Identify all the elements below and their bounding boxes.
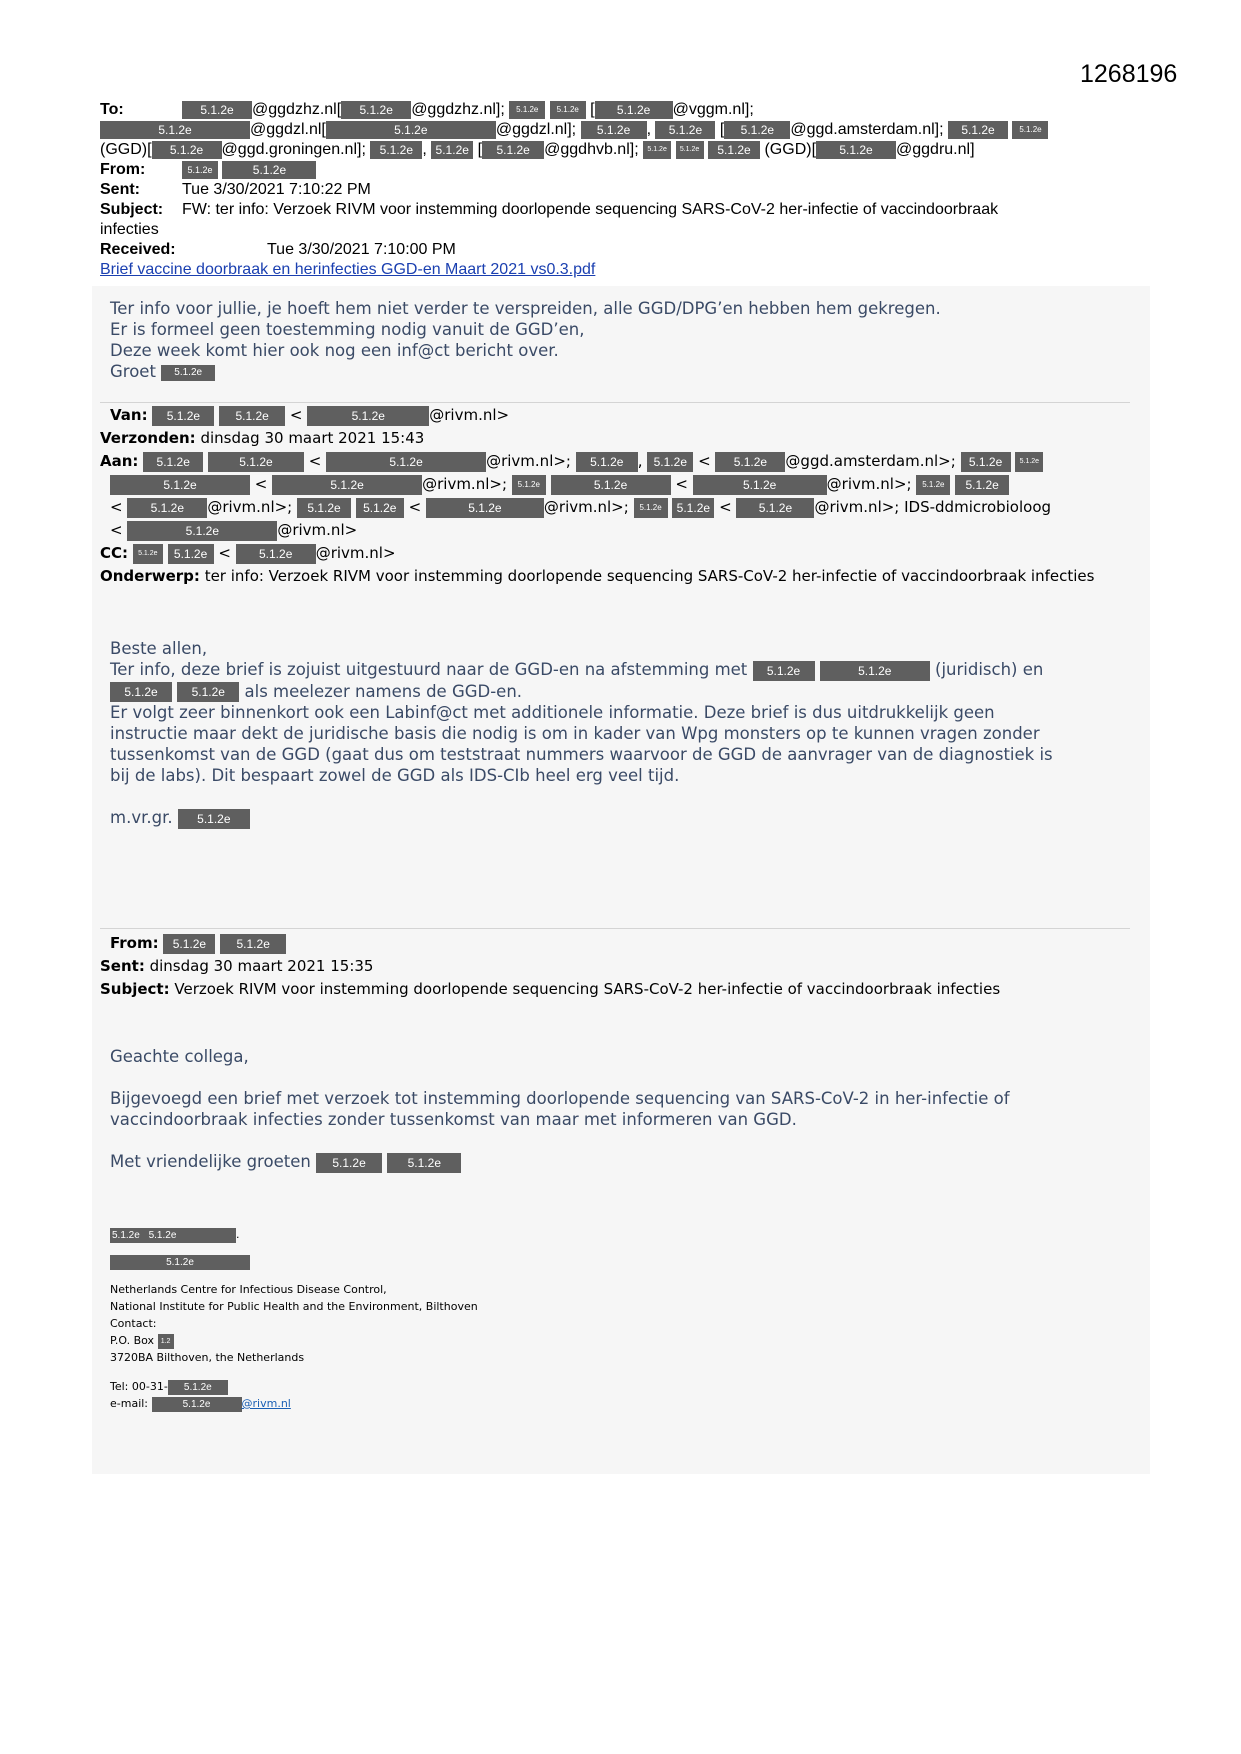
- from-row: From: 5.1.2e 5.1.2e: [100, 932, 1140, 955]
- redaction-box: 5.1.2e: [163, 934, 215, 954]
- redaction-box: 5.1.2e: [220, 934, 286, 954]
- redaction-box: 5.1.2e: [431, 141, 473, 159]
- redaction-box: 5.1.2e: [820, 661, 930, 681]
- salutation: Beste allen,: [110, 639, 208, 658]
- redaction-box: 5.1.2e: [676, 141, 704, 159]
- redaction-box: 5.1.2e: [736, 498, 814, 518]
- redaction-box: 5.1.2e: [916, 475, 950, 495]
- subject-label: Subject:: [100, 201, 164, 218]
- redaction-box: 5.1.2e: [110, 682, 172, 702]
- sent-label: Sent:: [100, 181, 140, 198]
- tel-row: Tel: 00-31- 5.1.2e: [110, 1378, 710, 1395]
- sent-value: Tue 3/30/2021 7:10:22 PM: [182, 181, 371, 198]
- sent-row: Sent: dinsdag 30 maart 2021 15:35: [100, 957, 374, 975]
- forward-line-1: Ter info voor jullie, je hoeft hem niet verder te verspreiden, alle GGD/DPG’en hebben hem gekregen.: [110, 299, 941, 318]
- redaction-box: 5.1.2e: [948, 121, 1008, 139]
- subject-row: Subject: Verzoek RIVM voor instemming doorlopende sequencing SARS-CoV-2 her-infectie of vaccindoorbraak infecties: [100, 980, 1001, 998]
- email-header: [100, 100, 1120, 280]
- signature-title-row: [110, 1243, 710, 1267]
- redaction-box: 5.1.2e: [955, 475, 1009, 495]
- redaction-box: 5.1.2e: [297, 498, 351, 518]
- onderwerp-row: Onderwerp: ter info: Verzoek RIVM voor instemming doorlopende sequencing SARS-CoV-2 her-infectie of vaccindoorbraak infecties: [100, 567, 1095, 585]
- forward-line-3: Deze week komt hier ook nog een inf@ct bericht over.: [110, 341, 559, 360]
- body-line-2: 5.1.2e 5.1.2e als meelezer namens de GGD-en.: [110, 681, 1140, 703]
- body-line-6: bij de labs). Dit bespaart zowel de GGD als IDS-CIb heel erg veel tijd.: [110, 766, 680, 785]
- redaction-box: 5.1.2e: [110, 475, 250, 495]
- email-link[interactable]: @rivm.nl: [241, 1397, 291, 1410]
- forward-line-2: Er is formeel geen toestemming nodig vanuit de GGD’en,: [110, 320, 585, 339]
- subject-value: FW: ter info: Verzoek RIVM voor instemming doorlopende sequencing SARS-CoV-2 her-infectie of vaccindoorbraak: [182, 201, 999, 218]
- redaction-box: 5.1.2e: [168, 1380, 228, 1395]
- redaction-box: 5.1.2e: [177, 682, 239, 702]
- body-line-1: Ter info, deze brief is zojuist uitgestuurd naar de GGD-en na afstemming met 5.1.2e 5.1.2e (juridisch) en: [110, 660, 1044, 679]
- message2-header: [100, 404, 1140, 588]
- signature: [110, 1226, 710, 1412]
- received-label: Received:: [100, 241, 176, 258]
- message2-body: [110, 638, 1140, 829]
- redaction-box: 5.1.2e: [753, 661, 815, 681]
- redaction-box: 5.1.2e: [1015, 452, 1043, 472]
- salutation: Geachte collega,: [110, 1047, 249, 1066]
- aan-row-4: < 5.1.2e @rivm.nl>: [110, 521, 358, 539]
- redaction-box: 5.1.2e: [219, 406, 285, 426]
- redaction-box: 5.1.2e: [143, 452, 203, 472]
- subject-row-2: [100, 220, 1120, 240]
- forward-note: [110, 298, 1130, 382]
- attachment-row: [100, 260, 1120, 280]
- from-label: From:: [100, 161, 146, 178]
- redaction-box: 5.1.2e: [152, 1397, 242, 1412]
- org-line-2: National Institute for Public Health and the Environment, Bilthoven: [110, 1300, 478, 1313]
- redaction-box: 5.1.2e: [724, 121, 790, 139]
- aan-row-2: 5.1.2e < 5.1.2e @rivm.nl>; 5.1.2e 5.1.2e < 5.1.2e @rivm.nl>; 5.1.2e 5.1.2e: [100, 473, 1140, 496]
- sent-row: [100, 180, 1120, 200]
- redaction-box: 5.1.2e: [550, 101, 586, 119]
- to-row: To: 5.1.2e @ggdzhz.nl[ 5.1.2e @ggdzhz.nl]; 5.1.2e 5.1.2e [ 5.1.2e @vggm.nl];: [100, 101, 754, 118]
- to-label: To:: [100, 101, 124, 118]
- to-row-2: 5.1.2e @ggdzl.nl[ 5.1.2e @ggdzl.nl]; 5.1.2e , 5.1.2e [ 5.1.2e @ggd.amsterdam.nl]; 5.1.2e 5.1.2e: [100, 120, 1120, 140]
- redaction-box: 5.1.2e: [127, 521, 277, 541]
- aan-row: Aan: 5.1.2e 5.1.2e < 5.1.2e @rivm.nl>; 5.1.2e , 5.1.2e < 5.1.2e @ggd.amsterdam.nl>; 5.1.2e 5.1.2e: [100, 450, 1140, 473]
- redaction-box: 5.1.2e: [643, 141, 671, 159]
- signature-name-row: 5.1.2e 5.1.2e .: [112, 1228, 240, 1241]
- redaction-box: 5.1.2e: [326, 121, 496, 139]
- redaction-box: 5.1.2e: [708, 141, 760, 159]
- redaction-box: 5.1.2e: [693, 475, 827, 495]
- body-line-2: vaccindoorbraak infecties zonder tussenkomst van maar met informeren van GGD.: [110, 1110, 797, 1129]
- redaction-box: 5.1.2e: [961, 452, 1011, 472]
- redaction-box: 5.1.2e: [236, 544, 316, 564]
- redaction-box: 5.1.2e: [1012, 121, 1048, 139]
- redaction-box: 5.1.2e: [152, 406, 214, 426]
- redaction-box: 5.1.2e: [168, 544, 214, 564]
- body-line-3: Er volgt zeer binnenkort ook een Labinf@ct met additionele informatie. Deze brief is dus uitdrukkelijk geen: [110, 703, 995, 722]
- redaction-box: 5.1.2e: [509, 101, 545, 119]
- redaction-box: 5.1.2e: [152, 141, 222, 159]
- pobox-row: P.O. Box 1.2: [110, 1332, 710, 1349]
- attachment-link[interactable]: Brief vaccine doorbraak en herinfecties GGD-en Maart 2021 vs0.3.pdf: [100, 261, 596, 278]
- separator-line: [100, 402, 1130, 403]
- redaction-box: 5.1.2e: [551, 475, 671, 495]
- redaction-box: 1.2: [158, 1334, 174, 1349]
- subject-row: [100, 200, 1120, 220]
- body-line-5: tussenkomst van de GGD (gaat dus om teststraat nummers waarvoor de GGD de aanvrager van de diagnostiek is: [110, 745, 1053, 764]
- message3-header: [100, 932, 1140, 1001]
- redaction-box: 5.1.2e: [307, 406, 429, 426]
- cc-row: CC: 5.1.2e 5.1.2e < 5.1.2e @rivm.nl>: [100, 544, 396, 562]
- body-line-1: Bijgevoegd een brief met verzoek tot instemming doorlopende sequencing van SARS-CoV-2 in her-infectie of: [110, 1089, 1010, 1108]
- redaction-box: 5.1.2e: [110, 1255, 250, 1270]
- message3-body: [110, 1046, 1140, 1173]
- received-value: Tue 3/30/2021 7:10:00 PM: [267, 241, 456, 258]
- verzonden-row: Verzonden: dinsdag 30 maart 2021 15:43: [100, 429, 425, 447]
- redaction-box: 5.1.2e: [161, 365, 215, 381]
- separator-line: [100, 928, 1130, 929]
- redaction-box: 5.1.2e: [715, 452, 785, 472]
- redaction-box: 5.1.2e: [127, 498, 207, 518]
- redaction-box: 5.1.2e: [581, 121, 647, 139]
- redaction-box: 5.1.2e: [222, 161, 316, 179]
- redaction-box: 5.1.2e: [182, 101, 252, 119]
- redaction-box: 5.1.2e: [647, 452, 693, 472]
- email-row: e-mail: 5.1.2e @rivm.nl: [110, 1397, 291, 1410]
- redaction-box: 5.1.2e: [672, 498, 714, 518]
- closing-row: m.vr.gr. 5.1.2e: [110, 807, 1140, 829]
- to-row-3: (GGD)[ 5.1.2e @ggd.groningen.nl]; 5.1.2e , 5.1.2e [ 5.1.2e @ggdhvb.nl]; 5.1.2e 5.1.2e 5.1.2e (GGD)[ 5.1.2e @ggdru.nl]: [100, 141, 975, 158]
- body-line-4: instructie maar dekt de juridische basis die nodig is om in kader van Wpg monsters op te kunnen vragen zonder: [110, 724, 1040, 743]
- redaction-box: 5.1.2e: [634, 498, 668, 518]
- redaction-box: 5.1.2e: [370, 141, 422, 159]
- redaction-box: 5.1.2e: [655, 121, 715, 139]
- redaction-box: 5.1.2e: [426, 498, 544, 518]
- redaction-box: 5.1.2e: [341, 101, 411, 119]
- redaction-box: 5.1.2e: [272, 475, 422, 495]
- redaction-box: 5.1.2e: [482, 141, 544, 159]
- redaction-box: 5.1.2e: [178, 809, 250, 829]
- redaction-box: 5.1.2e: [208, 452, 304, 472]
- van-row: Van: 5.1.2e 5.1.2e < 5.1.2e @rivm.nl>: [110, 406, 510, 424]
- from-row: [100, 160, 1120, 180]
- received-row: [100, 240, 1120, 260]
- redaction-box: 5.1.2e: [326, 452, 486, 472]
- redaction-box: 5.1.2e: [595, 101, 673, 119]
- redaction-box: 5.1.2e: [182, 161, 218, 179]
- aan-row-3: < 5.1.2e @rivm.nl>; 5.1.2e 5.1.2e < 5.1.2e @rivm.nl>; 5.1.2e 5.1.2e < 5.1.2e @rivm.nl>; IDS-ddmicrobioloog: [110, 498, 1052, 516]
- redaction-box: 5.1.2e: [316, 1153, 382, 1173]
- address-line: 3720BA Bilthoven, the Netherlands: [110, 1351, 305, 1364]
- subject-value-cont: infecties: [100, 221, 159, 238]
- redaction-box: 5.1.2e: [387, 1153, 461, 1173]
- closing-row: Met vriendelijke groeten 5.1.2e 5.1.2e: [110, 1151, 1140, 1173]
- redaction-box: 5.1.2e: [576, 452, 638, 472]
- contact-label: Contact:: [110, 1317, 157, 1330]
- redaction-box: 5.1.2e: [356, 498, 404, 518]
- redaction-box: 5.1.2e: [816, 141, 896, 159]
- redaction-box: 5.1.2e 5.1.2e: [110, 1228, 236, 1243]
- document-number: 1268196: [1080, 60, 1178, 88]
- forward-greeting-row: Groet 5.1.2e: [110, 361, 1130, 382]
- redaction-box: 5.1.2e: [100, 121, 250, 139]
- redaction-box: 5.1.2e: [512, 475, 546, 495]
- org-line-1: Netherlands Centre for Infectious Disease Control,: [110, 1283, 387, 1296]
- redaction-box: 5.1.2e: [133, 544, 163, 564]
